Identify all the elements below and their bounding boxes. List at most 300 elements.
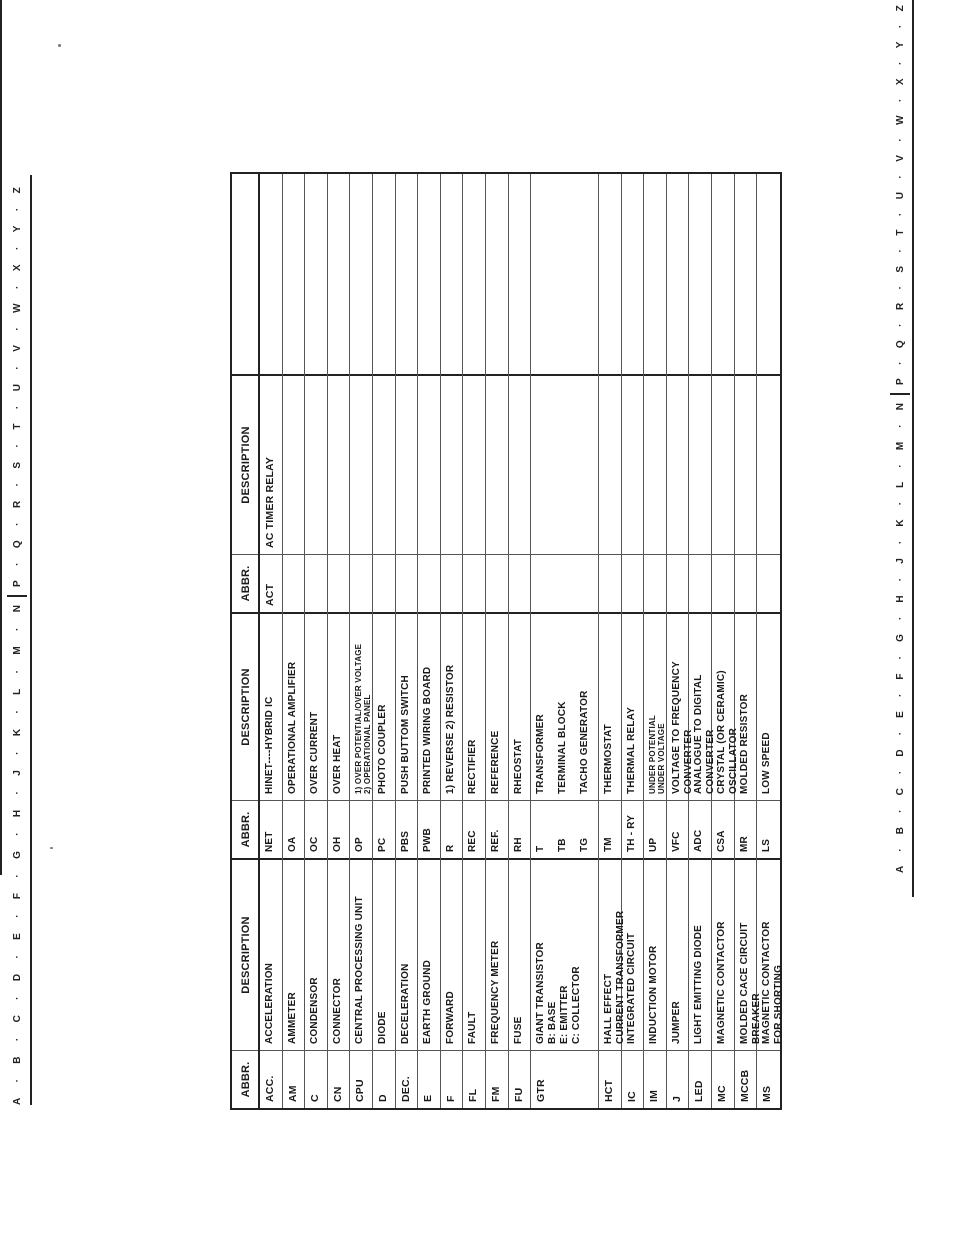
description-cell: [486, 374, 508, 554]
index-dot: ·: [11, 327, 23, 331]
description-text: CRYSTAL (OR CERAMIC): [715, 670, 727, 794]
abbr-cell: MS: [757, 1050, 780, 1108]
index-dot: ·: [894, 424, 906, 428]
description-text: DIODE: [376, 1011, 388, 1044]
description-text: FUSE: [512, 1016, 524, 1044]
col-header-abbr: ABBR.: [232, 554, 258, 612]
description-text: FREQUENCY METER: [489, 940, 501, 1044]
description-cell: [757, 612, 780, 800]
index-letter: S: [894, 265, 906, 273]
index-letter: R: [11, 500, 23, 509]
abbr-cell: [486, 554, 508, 612]
col-header-abbr: ABBR.: [232, 1050, 258, 1108]
description-cell: [712, 612, 739, 800]
description-cell: [757, 858, 785, 1050]
abbr-text: LS: [761, 838, 773, 852]
index-dot: ·: [894, 809, 906, 813]
description-cell: [305, 858, 327, 1050]
table-header-row: [232, 174, 260, 1108]
blank-cell: [260, 174, 282, 374]
index-letter: G: [894, 634, 906, 642]
description-cell: [644, 858, 666, 1050]
blank-cell: [622, 174, 644, 374]
col-header-blank: [232, 174, 258, 374]
abbr-cell: [305, 554, 327, 612]
index-dot: ·: [894, 175, 906, 179]
blank-cell: [328, 174, 350, 374]
abbr-text: PC: [376, 837, 388, 852]
index-letter: P: [11, 580, 23, 587]
description-cell: [260, 858, 282, 1050]
abbr-cell: ACC.: [260, 1050, 282, 1108]
table-row: [757, 174, 785, 1108]
description-text: PHOTO COUPLER: [376, 704, 388, 794]
abbr-cell: [373, 554, 395, 612]
index-letter: Z: [11, 187, 23, 194]
blank-cell: [396, 174, 418, 374]
table-row: [644, 174, 667, 1108]
abbr-cell: MCCB: [735, 1050, 757, 1108]
blank-cell: [373, 174, 395, 374]
description-cell: [622, 374, 644, 554]
abbr-cell: FU: [509, 1050, 531, 1108]
index-dot: ·: [11, 874, 23, 878]
description-text: MAGNETIC CONTACTOR: [715, 921, 727, 1044]
blank-cell: [599, 174, 621, 374]
blank-cell: [735, 174, 757, 374]
blank-cell: [283, 174, 305, 374]
index-strip-divider: [7, 595, 27, 597]
abbr-text: OP: [354, 837, 366, 852]
blank-cell: [509, 174, 531, 374]
index-dot: ·: [11, 522, 23, 526]
description-cell: [441, 858, 463, 1050]
description-text: HINET----HYBRID IC: [264, 696, 275, 794]
blank-cell: [418, 174, 440, 374]
index-dot: ·: [11, 562, 23, 566]
description-cell: [622, 858, 644, 1050]
index-strip-line-lower: [30, 175, 32, 1105]
index-dot: ·: [894, 286, 906, 290]
index-dot: ·: [11, 444, 23, 448]
abbreviation-table: [230, 172, 785, 1110]
abbr-text: NET: [264, 831, 275, 852]
table-row: [305, 174, 328, 1108]
index-letter: L: [11, 688, 23, 695]
index-letter: T: [894, 229, 906, 236]
blank-cell: [644, 174, 666, 374]
abbr-cell: AM: [283, 1050, 305, 1108]
description-text: INDUCTION MOTOR: [648, 945, 660, 1044]
index-letter: T: [11, 423, 23, 430]
description-text: OSCILLATOR: [727, 727, 739, 794]
abbr-cell: CN: [328, 1050, 350, 1108]
description-text: FAULT: [467, 1011, 479, 1044]
blank-cell: [712, 174, 734, 374]
index-letter: Y: [11, 225, 23, 233]
index-strip-lower-left: [12, 605, 23, 1105]
abbr-cell: [373, 800, 395, 858]
abbr-cell: ACT: [260, 554, 282, 612]
index-dot: ·: [894, 361, 906, 365]
index-strip-lower: [5, 175, 29, 1105]
index-dot: ·: [894, 24, 906, 29]
description-text: FOR SHORTING: [773, 964, 785, 1044]
abbr-text: OA: [286, 836, 298, 852]
description-cell: [283, 374, 305, 554]
index-letter: G: [11, 851, 23, 859]
index-letter: P: [894, 378, 906, 385]
abbr-cell: [486, 800, 508, 858]
index-letter: W: [11, 303, 23, 313]
description-text: ACCELERATION: [264, 962, 275, 1044]
description-text: TACHO GENERATOR: [579, 690, 591, 794]
index-dot: ·: [11, 955, 23, 959]
description-cell: [757, 374, 780, 554]
blank-cell: [305, 174, 327, 374]
description-cell: [463, 858, 485, 1050]
description-cell: [328, 612, 350, 800]
description-text: VOLTAGE TO FREQUENCY: [670, 661, 682, 794]
description-text: RECTIFIER: [467, 739, 479, 794]
description-text: DECELERATION: [399, 963, 411, 1044]
blank-cell: [689, 174, 711, 374]
abbr-cell: CPU: [350, 1050, 372, 1108]
description-cell: [622, 612, 644, 800]
description-text: LIGHT EMITTING DIODE: [693, 925, 705, 1044]
blank-cell: [441, 174, 463, 374]
description-cell: [283, 858, 305, 1050]
index-strip-upper-right: [895, 5, 906, 385]
index-dot: ·: [11, 246, 23, 251]
abbr-text: PWB: [422, 828, 434, 852]
description-cell: [396, 612, 418, 800]
index-dot: ·: [894, 98, 906, 102]
index-letter: B: [11, 1056, 23, 1064]
index-strip-divider: [890, 393, 910, 395]
abbr-cell: [667, 554, 689, 612]
index-letter: R: [894, 302, 906, 311]
index-letter: W: [894, 115, 906, 125]
index-letter: B: [894, 826, 906, 835]
abbr-text: RH: [512, 837, 524, 852]
index-dot: ·: [11, 710, 23, 714]
description-text: UNDER POTENTIAL: [648, 715, 658, 794]
index-letter: V: [894, 155, 906, 162]
abbr-cell: [441, 800, 463, 858]
index-dot: ·: [894, 577, 906, 582]
abbr-text: TB: [557, 838, 569, 852]
abbr-cell: [260, 800, 282, 858]
index-strip-lower-right: [12, 187, 23, 587]
description-cell: [689, 858, 711, 1050]
description-cell: [418, 612, 440, 800]
index-letter: M: [894, 441, 906, 451]
abbr-cell: [735, 800, 757, 858]
index-dot: ·: [11, 627, 23, 631]
abbr-cell: [396, 800, 418, 858]
table-row: [350, 174, 373, 1108]
description-text: 2) OPERATIONAL PANEL: [363, 694, 373, 794]
description-cell: [531, 858, 598, 1050]
description-cell: [350, 612, 372, 800]
table-row: [418, 174, 441, 1108]
abbr-cell: [509, 800, 531, 858]
col-header-description: DESCRIPTION: [232, 612, 258, 800]
description-text: PRINTED WIRING BOARD: [422, 666, 434, 794]
index-letter: K: [894, 519, 906, 527]
index-dot: ·: [894, 770, 906, 775]
index-dot: ·: [11, 1037, 23, 1042]
abbr-cell: [531, 800, 598, 858]
index-dot: ·: [894, 731, 906, 736]
blank-cell: [757, 174, 780, 374]
description-cell: [599, 374, 621, 554]
description-text: FORWARD: [444, 991, 456, 1044]
abbr-cell: F: [441, 1050, 463, 1108]
abbr-cell: [350, 800, 372, 858]
abbr-cell: C: [305, 1050, 327, 1108]
abbr-cell: [599, 554, 621, 612]
abbr-cell: [328, 800, 350, 858]
description-cell: [350, 374, 372, 554]
description-cell: [463, 612, 485, 800]
description-text: HALL EFFECT: [602, 973, 614, 1044]
index-letter: A: [11, 1097, 23, 1105]
abbr-cell: [622, 800, 644, 858]
description-text: LOW SPEED: [761, 732, 773, 794]
table-row: [373, 174, 396, 1108]
abbr-cell: [283, 800, 305, 858]
abbr-cell: [689, 554, 711, 612]
col-header-abbr: ABBR.: [232, 800, 258, 858]
table-body: [260, 174, 785, 1108]
abbr-cell: [622, 554, 644, 612]
index-letter: N: [894, 403, 906, 411]
abbr-cell: IC: [622, 1050, 644, 1108]
abbr-cell: [509, 554, 531, 612]
table-row: [531, 174, 599, 1108]
abbr-cell: [531, 554, 598, 612]
description-cell: [644, 612, 666, 800]
index-strip-line-upper: [912, 0, 914, 897]
description-cell: [712, 374, 734, 554]
description-text: JUMPER: [670, 1001, 682, 1044]
description-cell: [441, 374, 463, 554]
description-cell: [735, 374, 757, 554]
description-cell: [531, 374, 598, 554]
abbr-cell: D: [373, 1050, 395, 1108]
index-letter: Y: [894, 41, 906, 49]
index-dot: ·: [894, 656, 906, 660]
index-letter: X: [894, 78, 906, 86]
abbr-cell: [644, 800, 666, 858]
index-dot: ·: [11, 996, 23, 1000]
abbr-cell: [328, 554, 350, 612]
index-dot: ·: [11, 751, 23, 755]
abbr-cell: [418, 800, 440, 858]
abbr-cell: GTR: [531, 1050, 598, 1108]
table-row: [328, 174, 351, 1108]
index-letter: U: [11, 384, 23, 392]
table-row: [441, 174, 464, 1108]
col-header-description: DESCRIPTION: [232, 374, 258, 554]
index-dot: ·: [894, 464, 906, 468]
table-row: [689, 174, 717, 1108]
description-cell: [305, 612, 327, 800]
description-text: C: COLLECTOR: [571, 966, 583, 1044]
abbr-cell: FM: [486, 1050, 508, 1108]
description-cell: [418, 374, 440, 554]
index-letter: J: [11, 770, 23, 776]
description-cell: [396, 858, 418, 1050]
abbr-text: OC: [309, 836, 321, 852]
description-text: 1) OVER POTENTIAL/OVER VOLTAGE: [354, 643, 364, 794]
abbr-cell: FL: [463, 1050, 485, 1108]
description-text: OVER HEAT: [331, 734, 343, 794]
description-cell: [373, 858, 395, 1050]
abbr-text: TG: [579, 837, 591, 852]
index-letter: C: [11, 1015, 23, 1023]
index-letter: Q: [894, 340, 906, 349]
description-cell: [283, 612, 305, 800]
index-strip-upper-left: [895, 403, 906, 873]
index-dot: ·: [894, 212, 906, 217]
abbr-cell: IM: [644, 1050, 666, 1108]
index-dot: ·: [894, 61, 906, 66]
abbr-cell: E: [418, 1050, 440, 1108]
description-text: THERMAL RELAY: [625, 706, 637, 794]
description-cell: [667, 374, 689, 554]
abbr-cell: [418, 554, 440, 612]
description-text: GIANT TRANSISTOR: [535, 942, 547, 1044]
index-dot: ·: [11, 791, 23, 795]
col-header-description: DESCRIPTION: [232, 858, 258, 1050]
index-dot: ·: [894, 501, 906, 506]
description-text: B: BASE: [547, 1001, 559, 1044]
description-cell: [418, 858, 440, 1050]
index-dot: ·: [894, 323, 906, 327]
description-cell: [509, 858, 531, 1050]
description-text: TERMINAL BLOCK: [557, 701, 569, 794]
index-dot: ·: [11, 285, 23, 289]
description-cell: [486, 858, 508, 1050]
index-letter: L: [894, 481, 906, 488]
description-cell: [509, 612, 531, 800]
abbr-text: ADC: [693, 829, 705, 852]
description-cell: [373, 612, 395, 800]
abbr-cell: [441, 554, 463, 612]
index-letter: N: [11, 605, 23, 613]
description-cell: [463, 374, 485, 554]
description-text: ANALOGUE TO DIGITAL: [693, 674, 705, 794]
description-cell: [667, 858, 689, 1050]
description-cell: [644, 374, 666, 554]
index-dot: ·: [894, 616, 906, 621]
description-text: CURRENT TRANSFORMER: [614, 910, 626, 1044]
abbr-text: UP: [648, 837, 660, 852]
index-dot: ·: [11, 483, 23, 487]
abbr-text: TH - RY: [625, 814, 637, 852]
index-dot: ·: [11, 1079, 23, 1083]
abbr-text: OH: [331, 836, 343, 852]
blank-cell: [350, 174, 372, 374]
index-dot: ·: [894, 693, 906, 698]
description-text: CENTRAL PROCESSING UNIT: [354, 896, 366, 1044]
description-text: PUSH BUTTOM SWITCH: [399, 675, 411, 794]
index-letter: E: [11, 933, 23, 940]
abbr-text: REC: [467, 830, 479, 852]
table-row: [463, 174, 486, 1108]
index-letter: H: [894, 595, 906, 603]
description-text: MOLDED CACE CIRCUIT: [738, 922, 750, 1044]
index-dot: ·: [894, 848, 906, 852]
index-letter: V: [11, 345, 23, 352]
abbr-cell: [350, 554, 372, 612]
description-cell: [509, 374, 531, 554]
description-text: CONDENSOR: [309, 977, 321, 1044]
index-letter: J: [894, 558, 906, 564]
index-letter: K: [11, 728, 23, 737]
index-letter: D: [11, 973, 23, 982]
abbr-cell: [735, 554, 757, 612]
abbr-text: MR: [738, 836, 750, 852]
index-dot: ·: [11, 405, 23, 410]
abbr-cell: MC: [712, 1050, 734, 1108]
abbr-cell: [757, 554, 780, 612]
abbr-cell: [305, 800, 327, 858]
abbr-cell: [712, 800, 734, 858]
description-text: E: EMITTER: [559, 985, 571, 1044]
description-text: AMMETER: [286, 992, 298, 1044]
index-letter: F: [894, 673, 906, 680]
table-row: [599, 174, 626, 1108]
abbr-cell: HCT: [599, 1050, 621, 1108]
description-cell: [328, 374, 350, 554]
description-text: OPERATIONAL AMPLIFIER: [286, 661, 298, 794]
abbr-cell: DEC.: [396, 1050, 418, 1108]
index-letter: S: [11, 461, 23, 469]
description-text: RHEOSTAT: [512, 738, 524, 794]
description-cell: AC TIMER RELAY: [260, 374, 282, 554]
index-letter: E: [894, 711, 906, 718]
blank-cell: [531, 174, 598, 374]
abbr-text: CSA: [715, 830, 727, 852]
abbr-text: R: [444, 844, 456, 852]
index-letter: Q: [11, 540, 23, 549]
abbr-cell: [396, 554, 418, 612]
description-cell: [260, 612, 282, 800]
description-text: 1) REVERSE 2) RESISTOR: [444, 664, 456, 794]
blank-cell: [667, 174, 689, 374]
index-dot: ·: [894, 138, 906, 142]
index-letter: U: [894, 192, 906, 200]
index-letter: H: [11, 809, 23, 818]
index-dot: ·: [11, 914, 23, 918]
description-cell: [599, 612, 621, 800]
abbr-cell: [463, 800, 485, 858]
description-text: CONNECTOR: [331, 977, 343, 1044]
abbr-text: PBS: [399, 830, 411, 852]
abbr-cell: [463, 554, 485, 612]
table-row: [712, 174, 739, 1108]
description-text: INTEGRATED CIRCUIT: [625, 932, 637, 1044]
index-letter: A: [894, 865, 906, 873]
description-cell: [373, 374, 395, 554]
abbr-cell: [689, 800, 711, 858]
index-strip-upper: [888, 0, 912, 873]
description-cell: [328, 858, 350, 1050]
